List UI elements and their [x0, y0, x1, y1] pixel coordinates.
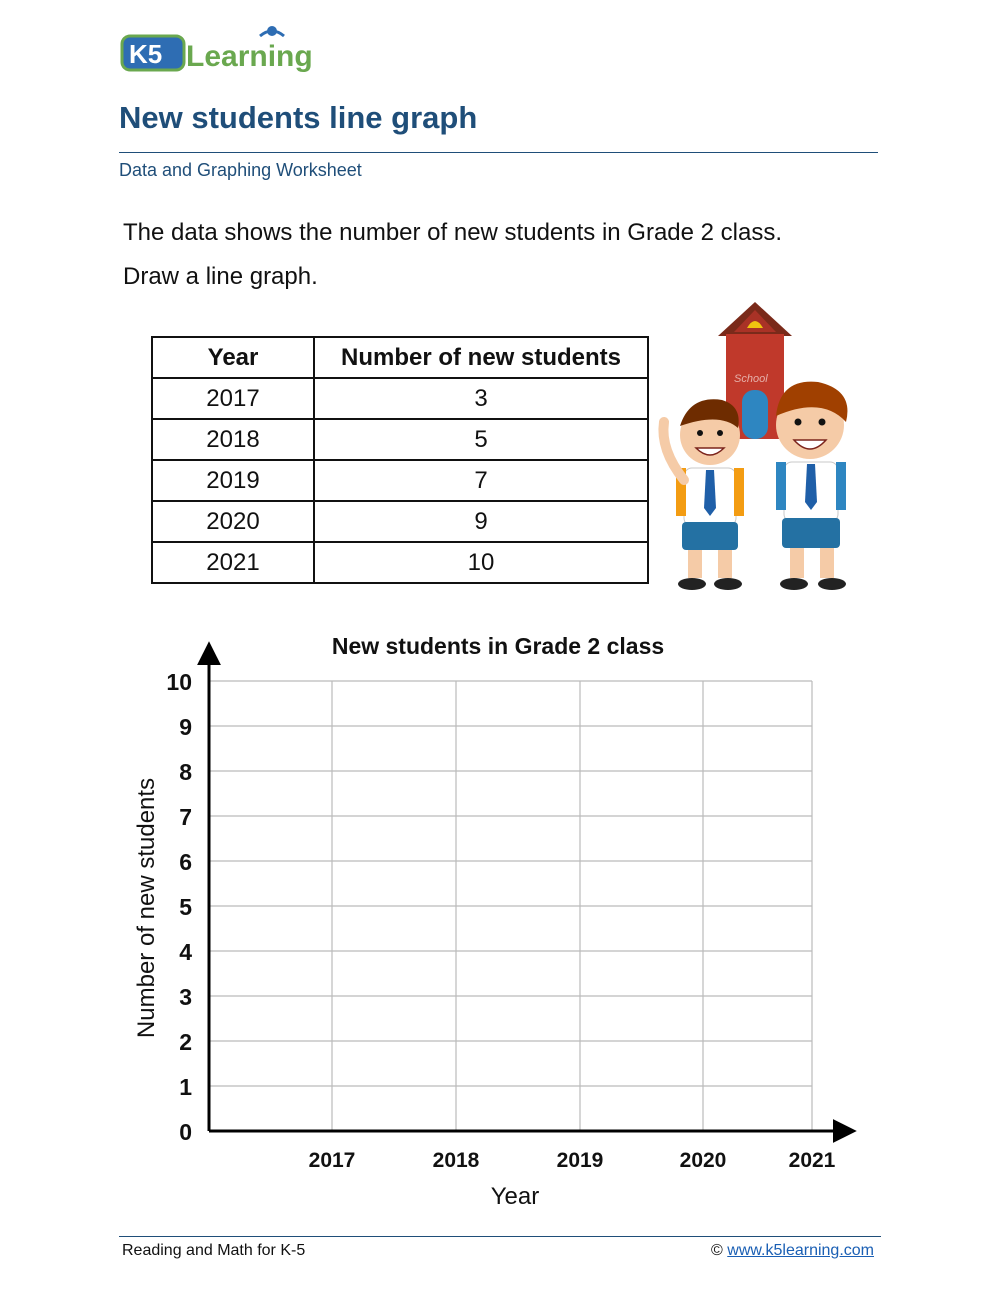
y-tick-label: 9	[179, 714, 192, 740]
table-row	[152, 378, 648, 419]
table-row	[152, 460, 648, 501]
k5-learning-logo[interactable]	[120, 22, 335, 74]
instruction-line-2: Draw a line graph.	[123, 263, 318, 290]
chart-ticks	[166, 669, 835, 1172]
footer-copyright	[711, 1242, 874, 1260]
school-kids-illustration	[650, 300, 865, 600]
table-cell-count: 5	[314, 419, 648, 460]
title-divider	[119, 152, 878, 153]
x-tick-label: 2017	[308, 1149, 356, 1172]
table-row	[152, 501, 648, 542]
table-cell-count: 9	[314, 501, 648, 542]
y-tick-label: 2	[179, 1029, 192, 1055]
school-sign-text: School	[734, 373, 768, 385]
page-title: New students line graph	[119, 100, 478, 135]
y-tick-label: 7	[179, 804, 192, 830]
page-subtitle: Data and Graphing Worksheet	[119, 160, 362, 180]
y-tick-label: 3	[179, 984, 192, 1010]
table-cell-year: 2017	[152, 378, 314, 419]
y-tick-label: 4	[179, 939, 192, 965]
y-tick-label: 5	[179, 894, 192, 920]
table-row	[152, 542, 648, 583]
logo-k5-text: K5	[129, 39, 163, 69]
chart-grid	[209, 681, 812, 1131]
table-header-row	[152, 337, 648, 378]
x-axis-label: Year	[490, 1183, 540, 1210]
footer-divider	[119, 1236, 881, 1237]
chart-title: New students in Grade 2 class	[331, 633, 665, 659]
footer-tagline: Reading and Math for K-5	[122, 1242, 306, 1259]
table-header-year: Year	[152, 337, 314, 378]
table-cell-count: 10	[314, 542, 648, 583]
table-cell-year: 2018	[152, 419, 314, 460]
y-tick-label: 10	[166, 669, 192, 695]
table-row	[152, 419, 648, 460]
table-cell-year: 2019	[152, 460, 314, 501]
y-tick-label: 1	[179, 1074, 192, 1100]
table-cell-year: 2021	[152, 542, 314, 583]
y-tick-label: 0	[179, 1119, 192, 1145]
y-axis-label: Number of new students	[133, 777, 160, 1039]
instruction-line-1: The data shows the number of new students in Grade 2 class.	[123, 219, 783, 246]
table-cell-year: 2020	[152, 501, 314, 542]
x-tick-label: 2018	[432, 1149, 480, 1172]
x-tick-label: 2020	[679, 1149, 727, 1172]
y-tick-label: 8	[179, 759, 192, 785]
copyright-symbol: ©	[711, 1242, 723, 1259]
k5-website-link[interactable]: www.k5learning.com	[727, 1242, 874, 1259]
logo-learning-text: Learning	[186, 40, 313, 73]
x-tick-label: 2019	[556, 1149, 604, 1172]
table-cell-count: 3	[314, 378, 648, 419]
data-table	[151, 336, 649, 584]
x-tick-label: 2021	[788, 1149, 836, 1172]
table-header-count: Number of new students	[314, 337, 648, 378]
table-cell-count: 7	[314, 460, 648, 501]
y-tick-label: 6	[179, 849, 192, 875]
